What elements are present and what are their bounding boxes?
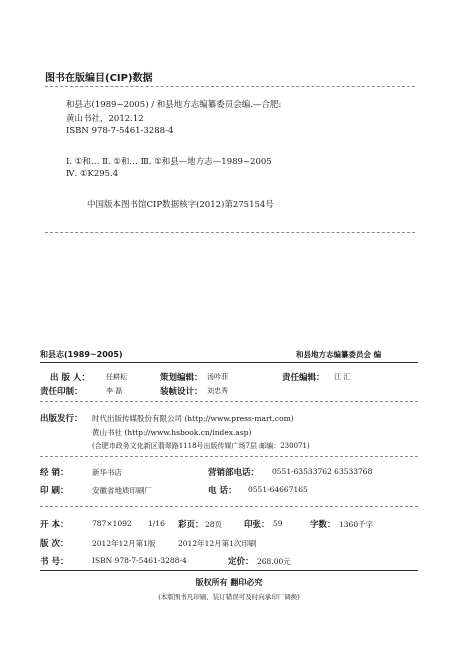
- publisher-label: 出 版 人：: [50, 373, 90, 383]
- cip-record-line: 黄山书社，2012.12: [66, 114, 144, 124]
- price-value: 268.00元: [257, 557, 291, 566]
- printer-value: 安徽省地质印刷厂: [92, 486, 152, 495]
- publisher-value: 任耕耘: [106, 373, 127, 381]
- rights-notice: 版权所有 翻印必究: [195, 578, 263, 587]
- fold-value: 1/16: [148, 519, 165, 528]
- cip-classification: Ⅰ. ①和… Ⅱ. ①和… Ⅲ. ①和县—地方志—1989~2005: [66, 157, 272, 167]
- color-pages-label: 彩页：: [178, 520, 204, 530]
- price-label: 定价：: [228, 557, 254, 567]
- phone-label: 电 话：: [208, 486, 237, 496]
- divider: [40, 506, 418, 507]
- print-manager-value: 李 磊: [106, 387, 123, 395]
- publish-label: 出版发行：: [40, 414, 83, 424]
- divider: [40, 456, 418, 457]
- isbn-label: 书 号：: [40, 557, 69, 567]
- publish-line: 黄山书社 (http://www.hsbook.cn/index.asp): [92, 428, 252, 437]
- phone-value: 0551-64667165: [248, 485, 308, 494]
- editor-value: 江 汇: [334, 373, 351, 381]
- divider: [45, 232, 415, 233]
- replacement-notice: (本版图书凡印刷、装订错误可及时向承印厂调换): [158, 593, 300, 601]
- design-label: 装帧设计：: [160, 387, 203, 397]
- color-pages-value: 28页: [205, 520, 223, 529]
- compiler: 和县地方志编纂委员会 编: [296, 350, 382, 359]
- sheets-value: 59: [273, 519, 283, 528]
- divider: [45, 86, 415, 87]
- divider: [40, 570, 418, 571]
- cip-record-line: 和县志(1989~2005) / 和县地方志编纂委员会编.—合肥:: [66, 100, 282, 110]
- format-label: 开 本：: [40, 520, 69, 530]
- seller-value: 新华书店: [92, 468, 122, 477]
- publish-address: (合肥市政务文化新区翡翠路1118号出版传媒广场7层 邮编：230071): [92, 442, 310, 450]
- editor-label: 责任编辑：: [282, 373, 325, 383]
- seller-label: 经 销：: [40, 468, 69, 478]
- cip-isbn: ISBN 978-7-5461-3288-4: [66, 126, 174, 136]
- publish-line: 时代出版传媒股份有限公司 (http://www.press-mart.com): [92, 414, 294, 423]
- divider: [40, 401, 418, 402]
- planner-label: 策划编辑：: [160, 373, 203, 383]
- design-value: 刘忠秀: [207, 387, 228, 395]
- cip-heading: 图书在版编目(CIP)数据: [45, 73, 153, 84]
- cip-classification: Ⅳ. ①K295.4: [66, 169, 119, 179]
- printing-value: 2012年12月第1次印刷: [178, 539, 257, 548]
- divider: [40, 362, 418, 363]
- format-value: 787×1092: [92, 519, 132, 528]
- sales-tel-value: 0551-63533762 63533768: [272, 467, 373, 476]
- book-title: 和县志(1989~2005): [40, 350, 123, 359]
- edition-label: 版 次：: [40, 539, 69, 549]
- edition-value: 2012年12月第1版: [92, 539, 156, 548]
- sales-tel-label: 营销部电话：: [208, 468, 260, 478]
- planner-value: 汤吟菲: [207, 373, 228, 381]
- isbn-value: ISBN 978-7-5461-3288-4: [92, 556, 187, 565]
- words-label: 字数：: [310, 520, 336, 530]
- printer-label: 印 刷：: [40, 486, 69, 496]
- words-value: 1360千字: [339, 520, 374, 529]
- cip-number: 中国版本图书馆CIP数据核字(2012)第275154号: [87, 200, 274, 210]
- print-manager-label: 责任印制：: [40, 387, 83, 397]
- sheets-label: 印张：: [244, 520, 270, 530]
